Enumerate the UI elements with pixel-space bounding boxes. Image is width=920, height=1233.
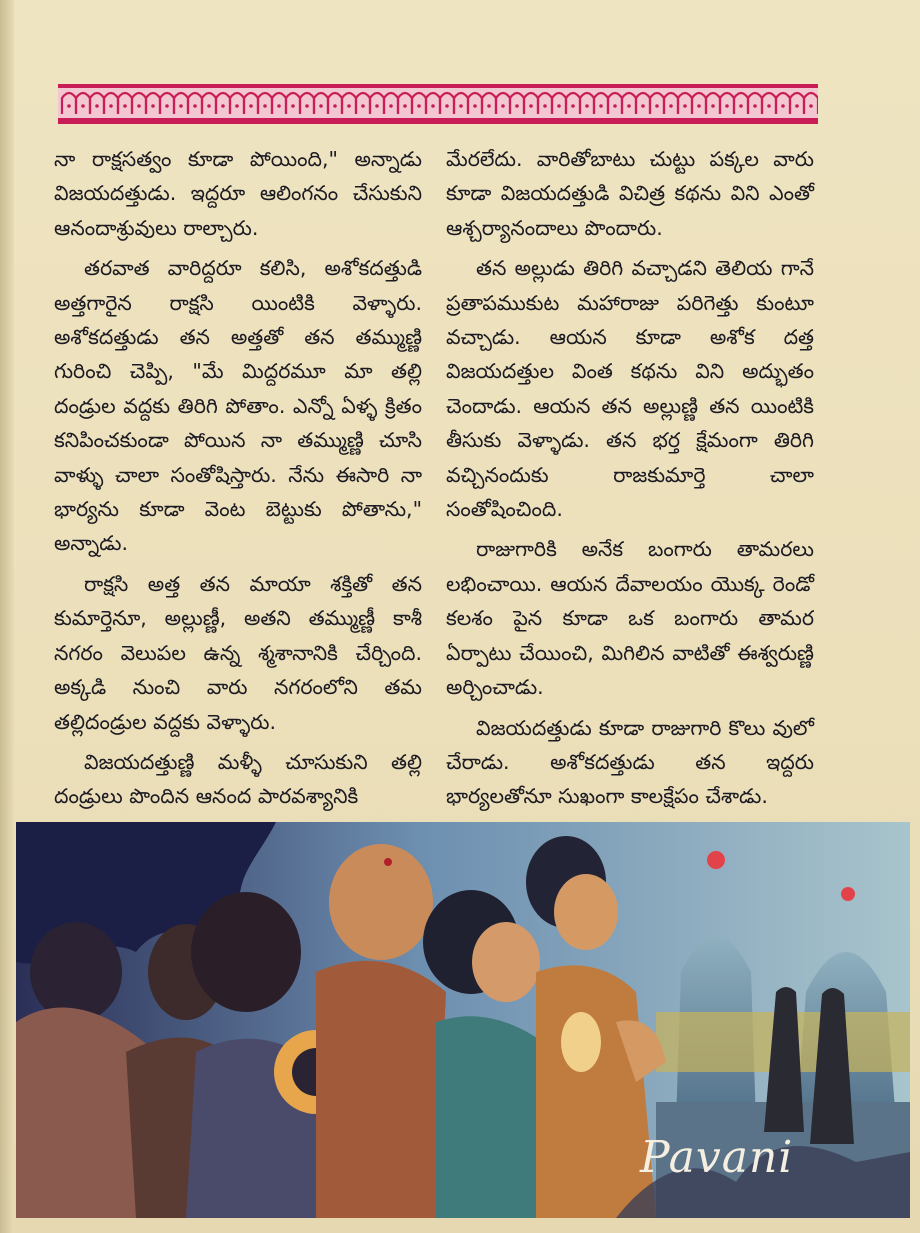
border-dot	[165, 104, 169, 108]
border-dot	[627, 104, 631, 108]
border-dot	[501, 104, 505, 108]
paragraph: తరవాత వారిద్దరూ కలిసి, అశోకదత్తుడి అత్తగారైన రాక్షసి యింటికి వెళ్ళారు. అశోకదత్తుడు తన అత్తతో తన తమ్ముణ్ణి గురించి చెప్పి, "మే మిద్దరమూ మా తల్లి దండ్రుల వద్దకు తిరిగి పోతాం. ఎన్నో ఏళ్ళ క్రితం కనిపించకుండా పోయిన నా తమ్ముణ్ణి చూసి వాళ్ళు చాలా సంతోషిస్తారు. నేను ఈసారి నా భార్యను కూడా వెంట బెట్టుకు పోతాను," అన్నాడు.	[54, 256, 422, 556]
border-dot	[389, 104, 393, 108]
paragraph: నా రాక్షసత్వం కూడా పోయింది," అన్నాడు విజయదత్తుడు. ఇద్దరూ ఆలింగనం చేసుకుని ఆనందాశ్రువులు రాల్చారు.	[54, 147, 422, 240]
border-dot	[361, 104, 365, 108]
paragraph: విజయదత్తుడు కూడా రాజుగారి కొలు వులో చేరాడు. అశోకదత్తుడు తన ఇద్దరు భార్యలతోనూ సుఖంగా కాలక్షేపం చేశాడు.	[446, 715, 814, 809]
border-dot	[403, 104, 407, 108]
border-dot	[151, 104, 155, 108]
lotus-flame	[841, 887, 855, 901]
border-dot	[81, 104, 85, 108]
border-dot	[725, 104, 729, 108]
border-dot	[263, 104, 267, 108]
artist-signature: Pavani	[640, 1132, 794, 1183]
border-dot	[809, 104, 813, 108]
border-dot	[683, 104, 687, 108]
border-dot	[445, 104, 449, 108]
border-dot	[767, 104, 771, 108]
border-dot	[543, 104, 547, 108]
border-dot	[641, 104, 645, 108]
border-dot	[67, 104, 71, 108]
border-dot	[137, 104, 141, 108]
paragraph: విజయదత్తుణ్ణి మళ్ళీ చూసుకుని తల్లి దండ్రులు పొందిన ఆనంద పారవశ్యానికి	[54, 749, 422, 809]
border-dot	[753, 104, 757, 108]
border-dot	[655, 104, 659, 108]
border-dot	[319, 104, 323, 108]
border-dot	[795, 104, 799, 108]
border-dot	[459, 104, 463, 108]
border-dot	[529, 104, 533, 108]
border-dot	[333, 104, 337, 108]
right-text-column	[446, 142, 814, 814]
border-dot	[375, 104, 379, 108]
border-dot	[179, 104, 183, 108]
border-dot	[417, 104, 421, 108]
border-dot	[613, 104, 617, 108]
ornamental-border-icon	[58, 84, 818, 124]
page-gutter	[0, 0, 14, 1233]
border-dot	[207, 104, 211, 108]
border-dot	[571, 104, 575, 108]
border-dot	[291, 104, 295, 108]
border-dot	[599, 104, 603, 108]
border-dot	[193, 104, 197, 108]
border-dot	[557, 104, 561, 108]
border-dot	[781, 104, 785, 108]
paragraph: రాజుగారికి అనేక బంగారు తామరలు లభించాయి. ఆయన దేవాలయం యొక్క రెండో కలశం పైన కూడా ఒక బంగారు తామర ఏర్పాటు చేయించి, మిగిలిన వాటితో ఈశ్వరుణ్ణి అర్చించాడు.	[446, 537, 814, 700]
lotus-flame	[707, 851, 725, 869]
paragraph: తన అల్లుడు తిరిగి వచ్చాడని తెలియ గానే ప్రతాపముకుట మహారాజు పరిగెత్తు కుంటూ వచ్చాడు. ఆయన కూడా అశోక దత్త విజయదత్తుల వింత కథను విని అద్భుతం చెందాడు. ఆయన తన అల్లుణ్ణి తన యింటికి తీసుకు వెళ్ళాడు. తన భర్త క్షేమంగా తిరిగి వచ్చినందుకు రాజకుమార్తె చాలా సంతోషించింది.	[446, 256, 814, 522]
border-dot	[109, 104, 113, 108]
border-dot	[95, 104, 99, 108]
border-dot	[347, 104, 351, 108]
border-dot	[123, 104, 127, 108]
border-dot	[305, 104, 309, 108]
border-dot	[739, 104, 743, 108]
left-text-column	[54, 142, 422, 814]
border-dot	[697, 104, 701, 108]
border-dot	[249, 104, 253, 108]
paragraph: మేరలేదు. వారితోబాటు చుట్టు పక్కల వారు కూడా విజయదత్తుడి విచిత్ర కథను విని ఎంతో ఆశ్చర్యానందాలు పొందారు.	[446, 147, 814, 240]
border-dot	[487, 104, 491, 108]
border-dot	[669, 104, 673, 108]
border-dot	[277, 104, 281, 108]
border-dot	[585, 104, 589, 108]
border-dot	[221, 104, 225, 108]
border-dot	[473, 104, 477, 108]
border-dot	[431, 104, 435, 108]
paragraph: రాక్షసి అత్త తన మాయా శక్తితో తన కుమార్తెనూ, అల్లుణ్ణీ, అతని తమ్ముణ్ణీ కాశీ నగరం వెలుపల ఉన్న శ్మశానానికి చేర్చింది. అక్కడి నుంచి వారు నగరంలోని తమ తల్లిదండ్రుల వద్దకు వెళ్ళారు.	[54, 571, 422, 734]
border-dot	[711, 104, 715, 108]
border-dot	[235, 104, 239, 108]
border-dot	[515, 104, 519, 108]
